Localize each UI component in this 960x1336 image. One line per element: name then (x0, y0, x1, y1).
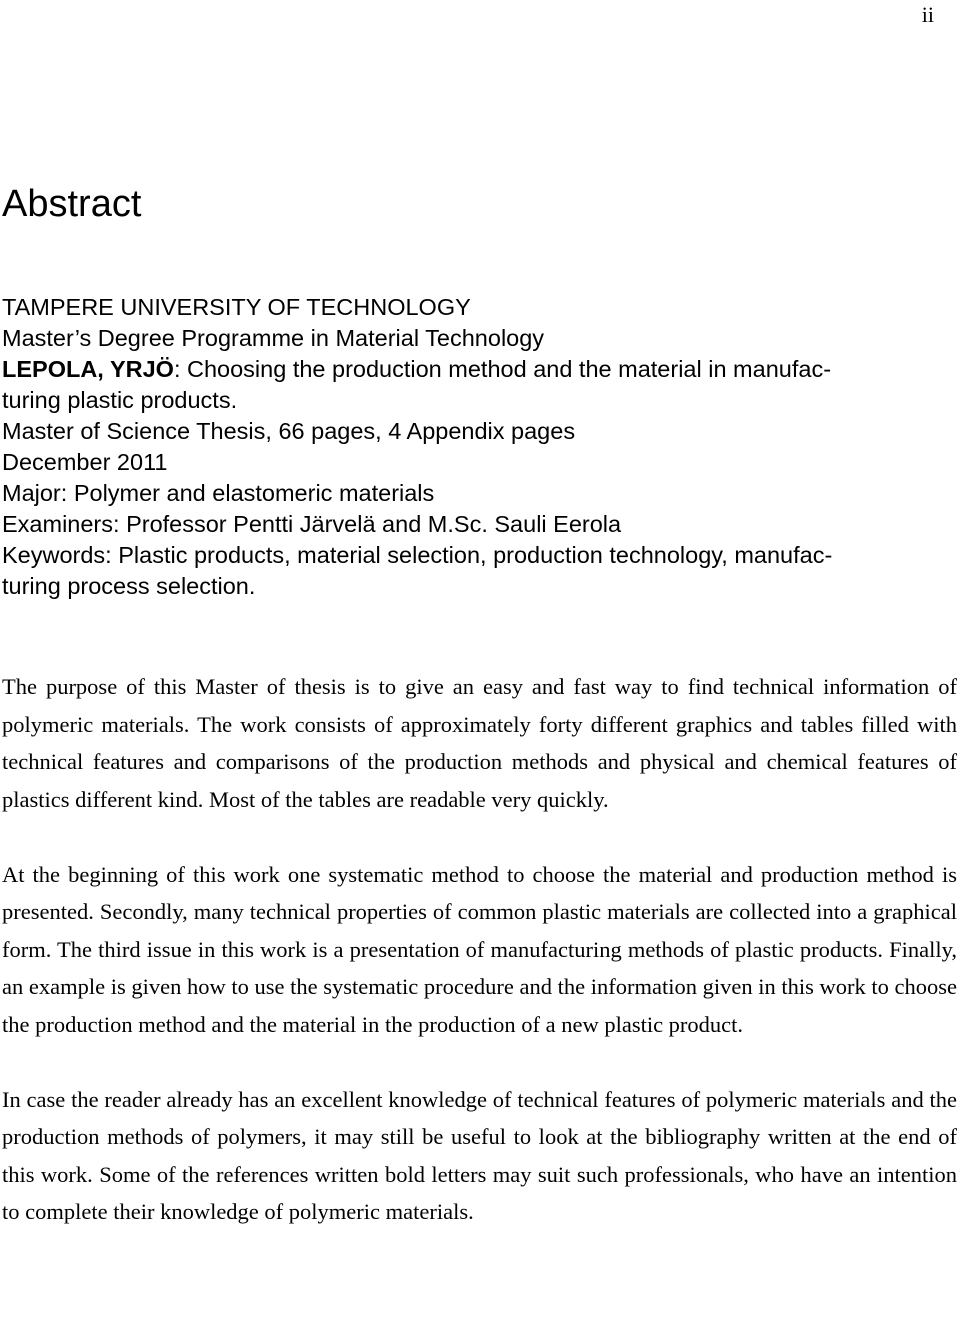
abstract-paragraph: At the beginning of this work one systematic method to choose the material and production method is presented. Secondly, many technical properties of common plastic materials are collected into a graphical form. The third issue in this work is a presentation of manufacturing methods of plastic products. Finally, an example is given how to use the systematic procedure and the information given in this work to choose the production method and the material in the production of a new plastic product. (2, 861, 957, 1037)
thesis-title: : Choosing the production method and the material in manufac- (173, 356, 832, 382)
thesis-info: Master of Science Thesis, 66 pages, 4 Appendix pages (2, 418, 576, 444)
author-name: LEPOLA, YRJÖ (2, 356, 174, 382)
thesis-title-line (2, 354, 958, 385)
university-name: TAMPERE UNIVERSITY OF TECHNOLOGY (2, 294, 471, 320)
abstract-paragraph: The purpose of this Master of thesis is to give an easy and fast way to find technical information of polymeric materials. The work consists of approximately forty different graphics and tables filled with technical features and comparisons of the production methods and physical and chemical features of plastics different kind. Most of the tables are readable very quickly. (2, 674, 957, 812)
major: Major: Polymer and elastomeric materials (2, 480, 435, 506)
page-title: Abstract (2, 183, 142, 225)
thesis-metadata (2, 292, 958, 602)
keywords-continuation: turing process selection. (2, 573, 256, 599)
examiners: Examiners: Professor Pentti Järvelä and M.Sc. Sauli Eerola (2, 511, 622, 537)
thesis-date: December 2011 (2, 449, 168, 475)
keywords: Keywords: Plastic products, material selection, production technology, manufac- (2, 542, 833, 568)
abstract-body (2, 668, 957, 1231)
thesis-title-continuation: turing plastic products. (2, 387, 238, 413)
page-number: ii (921, 2, 934, 27)
abstract-paragraph: In case the reader already has an excellent knowledge of technical features of polymeric materials and the production methods of polymers, it may still be useful to look at the bibliography written at the end of this work. Some of the references written bold letters may suit such professionals, who have an intention to complete their knowledge of polymeric materials. (2, 1086, 957, 1224)
degree-programme: Master’s Degree Programme in Material Technology (2, 325, 545, 351)
